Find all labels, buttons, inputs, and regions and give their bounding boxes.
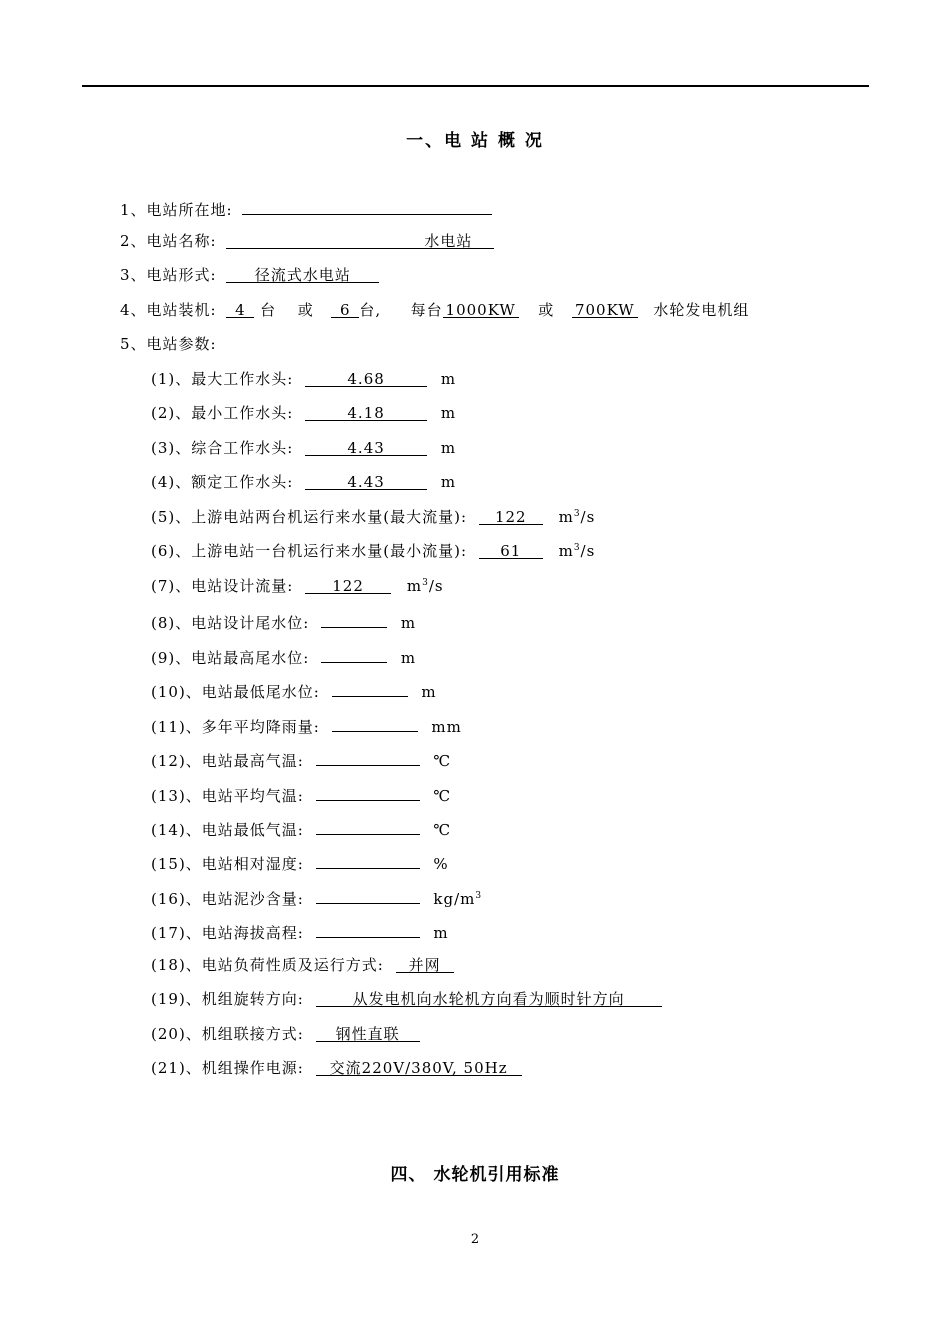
param-row: (14)、电站最低气温: ℃ bbox=[151, 817, 451, 840]
param-unit: m bbox=[400, 614, 417, 632]
param-row: (6)、上游电站一台机运行来水量(最小流量): 61 $m^3/s$ bbox=[151, 542, 596, 560]
param-value: 61 bbox=[479, 541, 543, 559]
location-blank bbox=[242, 197, 492, 215]
param-row: (2)、最小工作水头: 4.18 m bbox=[151, 404, 457, 422]
param-row: (3)、综合工作水头: 4.43 m bbox=[151, 439, 457, 457]
param-unit: m bbox=[433, 924, 449, 942]
param-value bbox=[332, 679, 408, 697]
name-field: 水电站 bbox=[226, 231, 494, 249]
param-value: 122 bbox=[479, 507, 543, 525]
param-row: (17)、电站海拔高程: m bbox=[151, 920, 449, 943]
section-title: 一、电 站 概 况 bbox=[406, 131, 544, 151]
param-row: (5)、上游电站两台机运行来水量(最大流量): 122 $m^3/s$ bbox=[151, 508, 596, 526]
param-value bbox=[316, 783, 420, 801]
param-row: (21)、机组操作电源: 交流220V/380V, 50Hz bbox=[151, 1058, 522, 1078]
item-name bbox=[120, 231, 494, 251]
param-row: (4)、额定工作水头: 4.43 m bbox=[151, 473, 457, 491]
param-unit: ℃ bbox=[433, 821, 452, 839]
param-unit: ℃ bbox=[433, 787, 452, 805]
param-row: (8)、电站设计尾水位: m bbox=[151, 610, 416, 633]
param-unit: m bbox=[440, 404, 457, 422]
param-row: (1)、最大工作水头: 4.68 m bbox=[151, 370, 457, 388]
param-row: (12)、电站最高气温: ℃ bbox=[151, 748, 451, 771]
param-row: (9)、电站最高尾水位: m bbox=[151, 645, 416, 668]
param-value bbox=[321, 610, 387, 628]
item-label: 5、电站参数: bbox=[120, 335, 217, 353]
param-row: (15)、电站相对湿度: % bbox=[151, 851, 449, 874]
param-value: 122 bbox=[305, 576, 391, 594]
item-capacity: 4、电站装机: 4 台 或 6 台, 每台 1000KW 或 700KW 水轮发电机组 bbox=[120, 301, 750, 319]
param-unit: m bbox=[400, 649, 417, 667]
param-unit: $kg/m^3$ bbox=[433, 890, 483, 908]
param-row: (20)、机组联接方式: 钢性直联 bbox=[151, 1024, 420, 1044]
param-row: (18)、电站负荷性质及运行方式: 并网 bbox=[151, 955, 454, 975]
param-row: (10)、电站最低尾水位: m bbox=[151, 679, 437, 702]
param-value bbox=[316, 920, 420, 938]
param-value bbox=[321, 645, 387, 663]
units-count-a: 4 bbox=[226, 300, 254, 318]
param-unit: m bbox=[440, 370, 457, 388]
item-location bbox=[120, 197, 492, 220]
param-row: (7)、电站设计流量: 122 $m^3/s$ bbox=[151, 577, 444, 595]
param-unit: $m^3/s$ bbox=[406, 577, 444, 595]
section-title: 四、 水轮机引用标准 bbox=[390, 1165, 560, 1185]
param-row: (19)、机组旋转方向: 从发电机向水轮机方向看为顺时针方向 bbox=[151, 989, 662, 1009]
param-value bbox=[316, 748, 420, 766]
param-value bbox=[316, 886, 420, 904]
item-label: 1、电站所在地: bbox=[120, 201, 233, 219]
param-value: 钢性直联 bbox=[316, 1024, 420, 1042]
item-label: 4、电站装机: bbox=[120, 301, 217, 319]
param-unit: mm bbox=[431, 718, 462, 736]
param-value: 4.43 bbox=[305, 438, 427, 456]
param-unit: ℃ bbox=[433, 752, 452, 770]
param-unit: % bbox=[433, 855, 449, 873]
param-unit: $m^3/s$ bbox=[558, 508, 596, 526]
page-number: 2 bbox=[470, 1232, 480, 1247]
unit-power-b: 700KW bbox=[572, 300, 638, 318]
item-params-header bbox=[120, 334, 217, 354]
param-unit: $m^3/s$ bbox=[558, 542, 596, 560]
param-value bbox=[332, 714, 418, 732]
param-row: (13)、电站平均气温: ℃ bbox=[151, 783, 451, 806]
param-unit: m bbox=[440, 473, 457, 491]
param-value: 并网 bbox=[396, 955, 454, 973]
param-row: (11)、多年平均降雨量: mm bbox=[151, 714, 462, 737]
param-unit: m bbox=[421, 683, 437, 701]
param-value: 4.18 bbox=[305, 403, 427, 421]
param-value bbox=[316, 851, 420, 869]
param-row: (16)、电站泥沙含量: $kg/m^3$ bbox=[151, 886, 482, 909]
param-value: 从发电机向水轮机方向看为顺时针方向 bbox=[316, 989, 662, 1007]
param-unit: m bbox=[440, 439, 457, 457]
param-value: 4.68 bbox=[305, 369, 427, 387]
units-count-b: 6 bbox=[331, 300, 359, 318]
header-rule bbox=[82, 85, 869, 87]
item-label: 2、电站名称: bbox=[120, 232, 217, 250]
param-value: 交流220V/380V, 50Hz bbox=[316, 1058, 522, 1076]
type-field: 径流式水电站 bbox=[226, 265, 379, 283]
unit-power-a: 1000KW bbox=[443, 300, 519, 318]
param-value: 4.43 bbox=[305, 472, 427, 490]
item-label: 3、电站形式: bbox=[120, 266, 217, 284]
param-value bbox=[316, 817, 420, 835]
item-type bbox=[120, 265, 379, 285]
